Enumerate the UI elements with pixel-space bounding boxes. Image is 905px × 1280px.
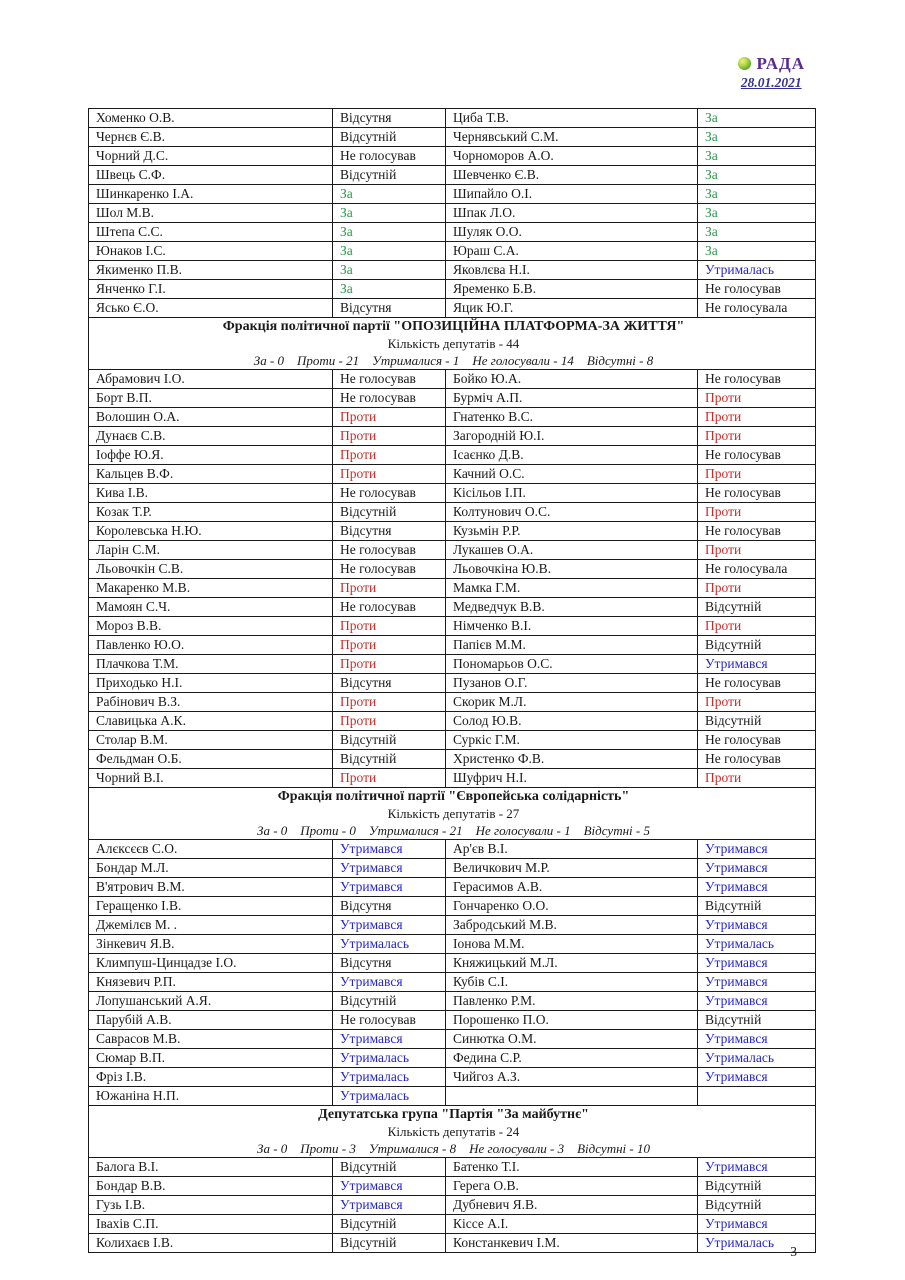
vote-cell: Утримався [333, 1177, 446, 1196]
faction-title: Депутатська група "Партія "За майбутнє" [318, 1107, 589, 1122]
deputy-name-cell: Шипайло О.І. [446, 185, 698, 204]
deputy-vote-row [89, 954, 816, 973]
deputy-name-cell: Южаніна Н.П. [89, 1087, 333, 1106]
vote-cell: Не голосував [333, 541, 446, 560]
faction-deputy-count: Кількість депутатів - 44 [387, 336, 520, 351]
deputy-name-cell: Юнаков І.С. [89, 242, 333, 261]
deputy-name-cell: Сюмар В.П. [89, 1049, 333, 1068]
deputy-vote-row [89, 484, 816, 503]
deputy-name-cell: Княжицький М.Л. [446, 954, 698, 973]
vote-cell: Не голосував [333, 1011, 446, 1030]
deputy-vote-row [89, 128, 816, 147]
deputy-vote-row [89, 223, 816, 242]
faction-header-cell [89, 1106, 816, 1158]
vote-cell: Не голосував [698, 522, 816, 541]
deputy-vote-row [89, 166, 816, 185]
deputy-name-cell: Шол М.В. [89, 204, 333, 223]
vote-cell: Відсутній [698, 636, 816, 655]
vote-cell: Не голосувала [698, 560, 816, 579]
rada-logo-text: РАДА [756, 54, 805, 73]
deputy-vote-row [89, 731, 816, 750]
vote-cell: За [333, 185, 446, 204]
vote-cell: За [698, 223, 816, 242]
deputy-name-cell: Порошенко П.О. [446, 1011, 698, 1030]
vote-cell: Відсутній [333, 750, 446, 769]
deputy-vote-row [89, 185, 816, 204]
deputy-name-cell: Гончаренко О.О. [446, 897, 698, 916]
vote-cell: Не голосував [698, 750, 816, 769]
faction-header-row [89, 1106, 816, 1158]
deputy-vote-row [89, 655, 816, 674]
deputy-vote-row [89, 992, 816, 1011]
vote-cell: Утримався [698, 878, 816, 897]
deputy-name-cell: Парубій А.В. [89, 1011, 333, 1030]
rada-globe-icon [738, 57, 751, 70]
vote-cell [698, 1087, 816, 1106]
vote-cell: Не голосував [333, 598, 446, 617]
faction-header-row [89, 788, 816, 840]
deputy-name-cell: Шевченко Є.В. [446, 166, 698, 185]
deputy-vote-row [89, 840, 816, 859]
vote-cell: Утримався [698, 1215, 816, 1234]
faction-vote-summary: За - 0 Проти - 3 Утрималися - 8 Не голосували - 3 Відсутні - 10 [257, 1141, 650, 1156]
deputy-name-cell: Качний О.С. [446, 465, 698, 484]
vote-cell: Відсутня [333, 954, 446, 973]
vote-cell: Не голосував [698, 446, 816, 465]
deputy-name-cell: Волошин О.А. [89, 408, 333, 427]
vote-cell: Не голосувала [698, 299, 816, 318]
vote-cell: Відсутній [333, 166, 446, 185]
deputy-name-cell: Штепа С.С. [89, 223, 333, 242]
vote-cell: За [698, 166, 816, 185]
vote-cell: Проти [698, 541, 816, 560]
deputy-vote-row [89, 674, 816, 693]
vote-cell: Утрималась [698, 1234, 816, 1253]
vote-cell: Утримався [333, 973, 446, 992]
deputy-vote-row [89, 147, 816, 166]
vote-cell: Проти [698, 617, 816, 636]
deputy-vote-row [89, 636, 816, 655]
deputy-name-cell: Колтунович О.С. [446, 503, 698, 522]
deputy-name-cell: Пономарьов О.С. [446, 655, 698, 674]
vote-cell: Відсутня [333, 299, 446, 318]
vote-cell: Відсутня [333, 522, 446, 541]
deputy-vote-row [89, 503, 816, 522]
vote-cell: Проти [698, 427, 816, 446]
deputy-vote-row [89, 389, 816, 408]
deputy-name-cell: Бондар М.Л. [89, 859, 333, 878]
deputy-name-cell: Климпуш-Цинцадзе І.О. [89, 954, 333, 973]
vote-cell: Проти [333, 579, 446, 598]
deputy-name-cell: Папієв М.М. [446, 636, 698, 655]
vote-cell: За [698, 128, 816, 147]
vote-cell: Проти [333, 427, 446, 446]
vote-cell: Відсутній [698, 1177, 816, 1196]
deputy-name-cell: Приходько Н.І. [89, 674, 333, 693]
vote-cell: За [698, 204, 816, 223]
vote-cell: За [698, 242, 816, 261]
vote-cell: За [333, 261, 446, 280]
vote-cell: Утримався [698, 992, 816, 1011]
deputy-name-cell: Іоффе Ю.Я. [89, 446, 333, 465]
vote-cell: Відсутня [333, 109, 446, 128]
faction-header-cell [89, 318, 816, 370]
deputy-vote-row [89, 1234, 816, 1253]
vote-cell: Утримався [333, 840, 446, 859]
faction-deputy-count: Кількість депутатів - 24 [387, 1124, 520, 1139]
vote-cell: За [333, 280, 446, 299]
faction-header-row [89, 318, 816, 370]
deputy-name-cell: Рабінович В.З. [89, 693, 333, 712]
vote-cell: Проти [333, 769, 446, 788]
vote-cell: Відсутній [333, 1158, 446, 1177]
voting-results-table [88, 108, 816, 1253]
deputy-vote-row [89, 370, 816, 389]
faction-header-cell [89, 788, 816, 840]
vote-cell: Не голосував [333, 147, 446, 166]
vote-cell: Відсутня [333, 897, 446, 916]
vote-cell: Відсутній [698, 1196, 816, 1215]
deputy-name-cell: Колихаєв І.В. [89, 1234, 333, 1253]
vote-cell: Проти [698, 389, 816, 408]
vote-cell: Не голосував [333, 560, 446, 579]
vote-cell: Утримався [333, 1196, 446, 1215]
deputy-vote-row [89, 242, 816, 261]
vote-cell: За [333, 223, 446, 242]
deputy-name-cell: Яковлєва Н.І. [446, 261, 698, 280]
deputy-name-cell: Скорик М.Л. [446, 693, 698, 712]
vote-cell: За [698, 147, 816, 166]
deputy-vote-row [89, 750, 816, 769]
deputy-vote-row [89, 769, 816, 788]
deputy-vote-row [89, 916, 816, 935]
deputy-name-cell: Алєксєєв С.О. [89, 840, 333, 859]
deputy-name-cell: Плачкова Т.М. [89, 655, 333, 674]
vote-cell: Не голосував [333, 389, 446, 408]
deputy-name-cell: Герасимов А.В. [446, 878, 698, 897]
deputy-name-cell: Хоменко О.В. [89, 109, 333, 128]
deputy-name-cell: Джемілєв М. . [89, 916, 333, 935]
vote-cell: За [333, 242, 446, 261]
deputy-name-cell: Бойко Ю.А. [446, 370, 698, 389]
deputy-name-cell: Швець С.Ф. [89, 166, 333, 185]
deputy-name-cell: Кальцев В.Ф. [89, 465, 333, 484]
deputy-name-cell: Чернявський С.М. [446, 128, 698, 147]
vote-cell: Проти [333, 693, 446, 712]
faction-title: Фракція політичної партії "Європейська солідарність" [277, 789, 630, 804]
deputy-name-cell: Саврасов М.В. [89, 1030, 333, 1049]
deputy-name-cell: Столар В.М. [89, 731, 333, 750]
deputy-vote-row [89, 878, 816, 897]
deputy-vote-row [89, 261, 816, 280]
deputy-vote-row [89, 1177, 816, 1196]
page-number: 3 [790, 1244, 797, 1259]
vote-cell: Не голосував [698, 484, 816, 503]
vote-cell: Утримався [698, 1030, 816, 1049]
deputy-name-cell: Борт В.П. [89, 389, 333, 408]
vote-cell: Проти [698, 769, 816, 788]
vote-cell: Утрималась [333, 1087, 446, 1106]
deputy-vote-row [89, 897, 816, 916]
deputy-vote-row [89, 465, 816, 484]
deputy-name-cell: Батенко Т.І. [446, 1158, 698, 1177]
vote-cell: Проти [333, 617, 446, 636]
deputy-name-cell: Забродський М.В. [446, 916, 698, 935]
deputy-vote-row [89, 973, 816, 992]
deputy-vote-row [89, 408, 816, 427]
deputy-name-cell: Чернєв Є.В. [89, 128, 333, 147]
vote-cell: За [333, 204, 446, 223]
deputy-vote-row [89, 560, 816, 579]
vote-cell: Не голосував [698, 370, 816, 389]
deputy-name-cell: Балога В.І. [89, 1158, 333, 1177]
vote-cell: Утрималась [333, 1049, 446, 1068]
vote-cell: Утримався [698, 655, 816, 674]
rada-header [738, 54, 805, 90]
deputy-name-cell: Геращенко І.В. [89, 897, 333, 916]
deputy-vote-row [89, 1158, 816, 1177]
deputy-name-cell [446, 1087, 698, 1106]
deputy-name-cell: Федина С.Р. [446, 1049, 698, 1068]
faction-vote-summary: За - 0 Проти - 0 Утрималися - 21 Не голосували - 1 Відсутні - 5 [257, 823, 650, 838]
deputy-name-cell: Лопушанський А.Я. [89, 992, 333, 1011]
rada-logo [738, 54, 805, 74]
deputy-name-cell: Мамоян С.Ч. [89, 598, 333, 617]
deputy-name-cell: Павленко Р.М. [446, 992, 698, 1011]
deputy-name-cell: Князевич Р.П. [89, 973, 333, 992]
vote-cell: Проти [333, 408, 446, 427]
deputy-name-cell: Величкович М.Р. [446, 859, 698, 878]
vote-cell: Не голосував [333, 370, 446, 389]
deputy-name-cell: Шуфрич Н.І. [446, 769, 698, 788]
vote-cell: Утримався [698, 1158, 816, 1177]
deputy-name-cell: Німченко В.І. [446, 617, 698, 636]
vote-cell: Відсутній [333, 503, 446, 522]
vote-cell: Проти [333, 446, 446, 465]
deputy-name-cell: Кубів С.І. [446, 973, 698, 992]
deputy-name-cell: Льовочкін С.В. [89, 560, 333, 579]
deputy-name-cell: Дунаєв С.В. [89, 427, 333, 446]
deputy-vote-row [89, 280, 816, 299]
vote-cell: Утримався [698, 1068, 816, 1087]
deputy-name-cell: Циба Т.В. [446, 109, 698, 128]
vote-cell: За [698, 109, 816, 128]
deputy-vote-row [89, 859, 816, 878]
deputy-name-cell: Павленко Ю.О. [89, 636, 333, 655]
vote-cell: Проти [698, 579, 816, 598]
deputy-name-cell: Чорноморов А.О. [446, 147, 698, 166]
deputy-vote-row [89, 617, 816, 636]
deputy-vote-row [89, 598, 816, 617]
vote-cell: Утримався [698, 954, 816, 973]
deputy-name-cell: Славицька А.К. [89, 712, 333, 731]
vote-cell: Відсутній [698, 897, 816, 916]
deputy-vote-row [89, 541, 816, 560]
deputy-name-cell: Кива І.В. [89, 484, 333, 503]
deputy-name-cell: Льовочкіна Ю.В. [446, 560, 698, 579]
deputy-name-cell: Янченко Г.І. [89, 280, 333, 299]
deputy-name-cell: Яременко Б.В. [446, 280, 698, 299]
deputy-name-cell: Шинкаренко І.А. [89, 185, 333, 204]
deputy-vote-row [89, 1049, 816, 1068]
vote-cell: Відсутній [333, 731, 446, 750]
deputy-name-cell: Фельдман О.Б. [89, 750, 333, 769]
deputy-name-cell: Лукашев О.А. [446, 541, 698, 560]
deputy-name-cell: Івахів С.П. [89, 1215, 333, 1234]
deputy-name-cell: В'ятрович В.М. [89, 878, 333, 897]
vote-cell: Проти [333, 712, 446, 731]
deputy-vote-row [89, 204, 816, 223]
deputy-name-cell: Мороз В.В. [89, 617, 333, 636]
deputy-vote-row [89, 712, 816, 731]
vote-cell: Утримався [698, 840, 816, 859]
vote-cell: Відсутній [698, 598, 816, 617]
deputy-name-cell: Герега О.В. [446, 1177, 698, 1196]
deputy-vote-row [89, 446, 816, 465]
vote-cell: Проти [333, 465, 446, 484]
vote-cell: Проти [698, 503, 816, 522]
deputy-name-cell: Суркіс Г.М. [446, 731, 698, 750]
vote-cell: Утримався [698, 859, 816, 878]
vote-cell: За [698, 185, 816, 204]
vote-table-body [89, 109, 816, 1253]
vote-cell: Проти [698, 465, 816, 484]
deputy-vote-row [89, 299, 816, 318]
deputy-name-cell: Козак Т.Р. [89, 503, 333, 522]
deputy-name-cell: Іонова М.М. [446, 935, 698, 954]
deputy-name-cell: Мамка Г.М. [446, 579, 698, 598]
deputy-name-cell: Пузанов О.Г. [446, 674, 698, 693]
vote-cell: Проти [698, 693, 816, 712]
vote-cell: Відсутній [698, 1011, 816, 1030]
deputy-vote-row [89, 1087, 816, 1106]
vote-cell: Проти [333, 636, 446, 655]
deputy-vote-row [89, 1068, 816, 1087]
vote-cell: Утримався [333, 859, 446, 878]
deputy-name-cell: Гузь І.В. [89, 1196, 333, 1215]
deputy-name-cell: Абрамович І.О. [89, 370, 333, 389]
deputy-name-cell: Шуляк О.О. [446, 223, 698, 242]
deputy-name-cell: Синютка О.М. [446, 1030, 698, 1049]
deputy-vote-row [89, 693, 816, 712]
vote-cell: Утрималась [698, 261, 816, 280]
vote-cell: Не голосував [698, 731, 816, 750]
deputy-name-cell: Чорний Д.С. [89, 147, 333, 166]
deputy-name-cell: Кузьмін Р.Р. [446, 522, 698, 541]
vote-cell: Не голосував [333, 484, 446, 503]
deputy-vote-row [89, 522, 816, 541]
vote-cell: Утрималась [333, 935, 446, 954]
deputy-vote-row [89, 1196, 816, 1215]
deputy-name-cell: Шпак Л.О. [446, 204, 698, 223]
deputy-vote-row [89, 1215, 816, 1234]
deputy-name-cell: Ар'єв В.І. [446, 840, 698, 859]
vote-cell: Утримався [333, 878, 446, 897]
deputy-name-cell: Ясько Є.О. [89, 299, 333, 318]
deputy-name-cell: Кісільов І.П. [446, 484, 698, 503]
vote-cell: Відсутній [333, 1234, 446, 1253]
deputy-name-cell: Чийгоз А.З. [446, 1068, 698, 1087]
deputy-name-cell: Дубневич Я.В. [446, 1196, 698, 1215]
deputy-vote-row [89, 1030, 816, 1049]
vote-cell: Не голосував [698, 674, 816, 693]
deputy-name-cell: Якименко П.В. [89, 261, 333, 280]
deputy-vote-row [89, 1011, 816, 1030]
deputy-name-cell: Юраш С.А. [446, 242, 698, 261]
deputy-name-cell: Фріз І.В. [89, 1068, 333, 1087]
vote-cell: Відсутній [333, 128, 446, 147]
deputy-vote-row [89, 935, 816, 954]
deputy-name-cell: Христенко Ф.В. [446, 750, 698, 769]
vote-cell: Відсутня [333, 674, 446, 693]
vote-cell: Утримався [698, 973, 816, 992]
faction-vote-summary: За - 0 Проти - 21 Утрималися - 1 Не голосували - 14 Відсутні - 8 [253, 353, 654, 368]
deputy-name-cell: Загородній Ю.І. [446, 427, 698, 446]
deputy-name-cell: Зінкевич Я.В. [89, 935, 333, 954]
vote-cell: Утримався [698, 916, 816, 935]
vote-cell: Відсутній [333, 992, 446, 1011]
deputy-vote-row [89, 579, 816, 598]
deputy-name-cell: Бурміч А.П. [446, 389, 698, 408]
deputy-name-cell: Констанкевич І.М. [446, 1234, 698, 1253]
deputy-name-cell: Королевська Н.Ю. [89, 522, 333, 541]
faction-deputy-count: Кількість депутатів - 27 [387, 806, 520, 821]
faction-title: Фракція політичної партії "ОПОЗИЦІЙНА ПЛАТФОРМА-ЗА ЖИТТЯ" [222, 319, 685, 334]
deputy-name-cell: Яцик Ю.Г. [446, 299, 698, 318]
deputy-name-cell: Медведчук В.В. [446, 598, 698, 617]
deputy-vote-row [89, 109, 816, 128]
vote-cell: Утрималась [698, 935, 816, 954]
deputy-name-cell: Кіссе А.І. [446, 1215, 698, 1234]
vote-cell: Утримався [333, 916, 446, 935]
deputy-name-cell: Ларін С.М. [89, 541, 333, 560]
deputy-name-cell: Солод Ю.В. [446, 712, 698, 731]
vote-cell: Відсутній [333, 1215, 446, 1234]
vote-cell: Не голосував [698, 280, 816, 299]
deputy-name-cell: Чорний В.І. [89, 769, 333, 788]
vote-cell: Утримався [333, 1030, 446, 1049]
vote-cell: Утрималась [698, 1049, 816, 1068]
vote-cell: Проти [698, 408, 816, 427]
deputy-name-cell: Ісаєнко Д.В. [446, 446, 698, 465]
vote-cell: Відсутній [698, 712, 816, 731]
deputy-name-cell: Гнатенко В.С. [446, 408, 698, 427]
vote-cell: Утрималась [333, 1068, 446, 1087]
vote-cell: Проти [333, 655, 446, 674]
deputy-vote-row [89, 427, 816, 446]
deputy-name-cell: Бондар В.В. [89, 1177, 333, 1196]
deputy-name-cell: Макаренко М.В. [89, 579, 333, 598]
session-date: 28.01.2021 [740, 74, 802, 90]
